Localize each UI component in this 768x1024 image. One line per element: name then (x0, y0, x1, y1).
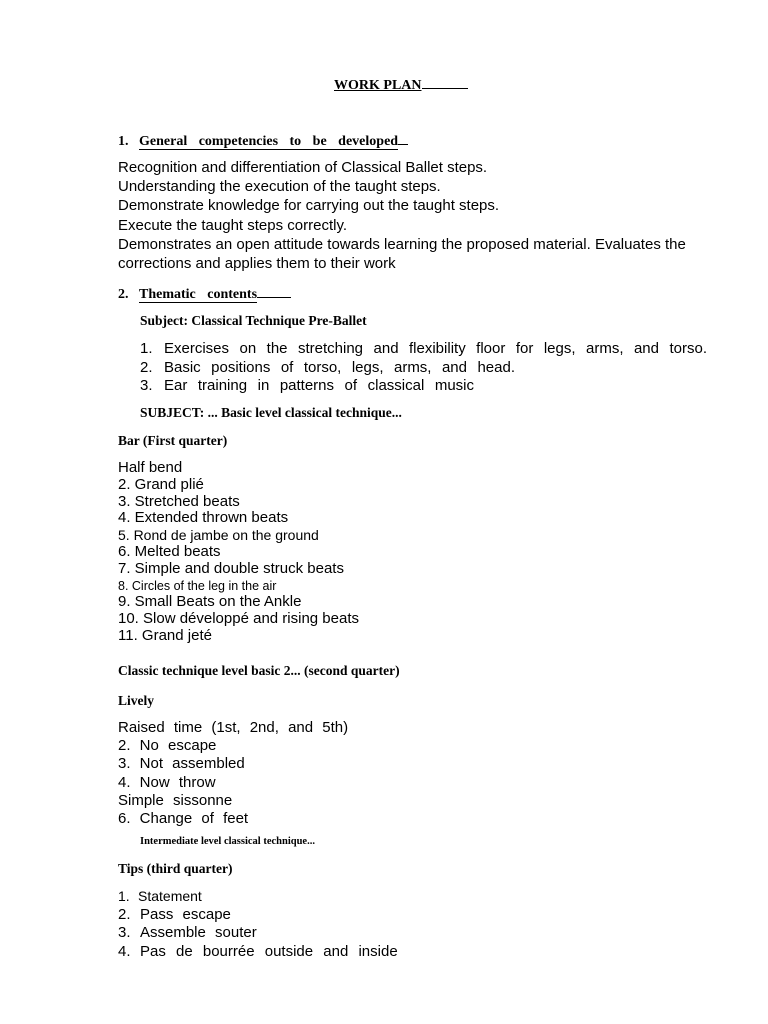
paragraph-line: Demonstrate knowledge for carrying out the taught steps. (118, 197, 500, 215)
list-item: 4. Now throw (118, 773, 216, 791)
list-item: Raised time (1st, 2nd, and 5th) (118, 719, 349, 736)
page-title: WORK PLAN (334, 76, 468, 94)
list-item: 1. Statement (118, 888, 202, 904)
title-underline-blank (422, 76, 468, 89)
subject-1-list (140, 340, 707, 396)
lively-heading: Lively (118, 693, 154, 708)
list-item: 11. Grand jeté (118, 626, 212, 644)
paragraph-line: Demonstrates an open attitude towards learning the proposed material. Evaluates the (118, 235, 686, 253)
section-1-heading (118, 132, 408, 150)
paragraph-line: Understanding the execution of the taught steps. (118, 178, 441, 196)
tips-list (118, 887, 398, 961)
list-item: Simple sissonne (118, 791, 233, 809)
list-item: 3. Assemble souter (118, 924, 257, 941)
list-item: 3. Not assembled (118, 755, 245, 773)
list-item: 4. Pas de bourrée outside and inside (118, 942, 398, 960)
list-item: 8. Circles of the leg in the air (118, 578, 277, 593)
intermediate-heading: Intermediate level classical technique... (140, 836, 315, 847)
section-heading-text: Thematic contents (139, 287, 258, 302)
list-item: 1. Exercises on the stretching and flexibility floor for legs, arms, and torso. (140, 340, 707, 357)
list-item: 5. Rond de jambe on the ground (118, 527, 319, 544)
list-item: 2. Basic positions of torso, legs, arms, and head. (140, 358, 515, 376)
list-item: 6. Melted beats (118, 542, 221, 560)
classic-technique-heading: Classic technique level basic 2... (second quarter) (118, 663, 400, 678)
subject-heading: Subject: Classical Technique Pre-Ballet (140, 313, 367, 328)
list-item: 2. Pass escape (118, 905, 231, 923)
list-item: 9. Small Beats on the Ankle (118, 592, 302, 610)
paragraph-line: Execute the taught steps correctly. (118, 216, 348, 234)
section-2-heading (118, 285, 291, 303)
competencies-paragraph (118, 158, 686, 273)
section-heading-text: General competencies to be developed (139, 134, 399, 149)
subject-heading: SUBJECT: ... Basic level classical technique... (140, 405, 402, 420)
section-number: 2. (118, 287, 129, 302)
bar-heading: Bar (First quarter) (118, 433, 228, 448)
tips-heading: Tips (third quarter) (118, 861, 233, 876)
list-item: Half bend (118, 459, 183, 476)
list-item: 3. Ear training in patterns of classical music (140, 377, 474, 394)
list-item: 7. Simple and double struck beats (118, 559, 344, 577)
list-item: 2. No escape (118, 737, 217, 755)
paragraph-line: corrections and applies them to their work (118, 255, 396, 273)
paragraph-line: Recognition and differentiation of Classical Ballet steps. (118, 159, 488, 176)
lively-list (118, 719, 348, 828)
list-item: 3. Stretched beats (118, 492, 240, 510)
section-number: 1. (118, 134, 129, 149)
bar-list (118, 460, 359, 644)
list-item: 2. Grand plié (118, 475, 204, 493)
list-item: 6. Change of feet (118, 810, 249, 828)
list-item: 4. Extended thrown beats (118, 509, 289, 527)
list-item: 10. Slow développé and rising beats (118, 609, 359, 627)
